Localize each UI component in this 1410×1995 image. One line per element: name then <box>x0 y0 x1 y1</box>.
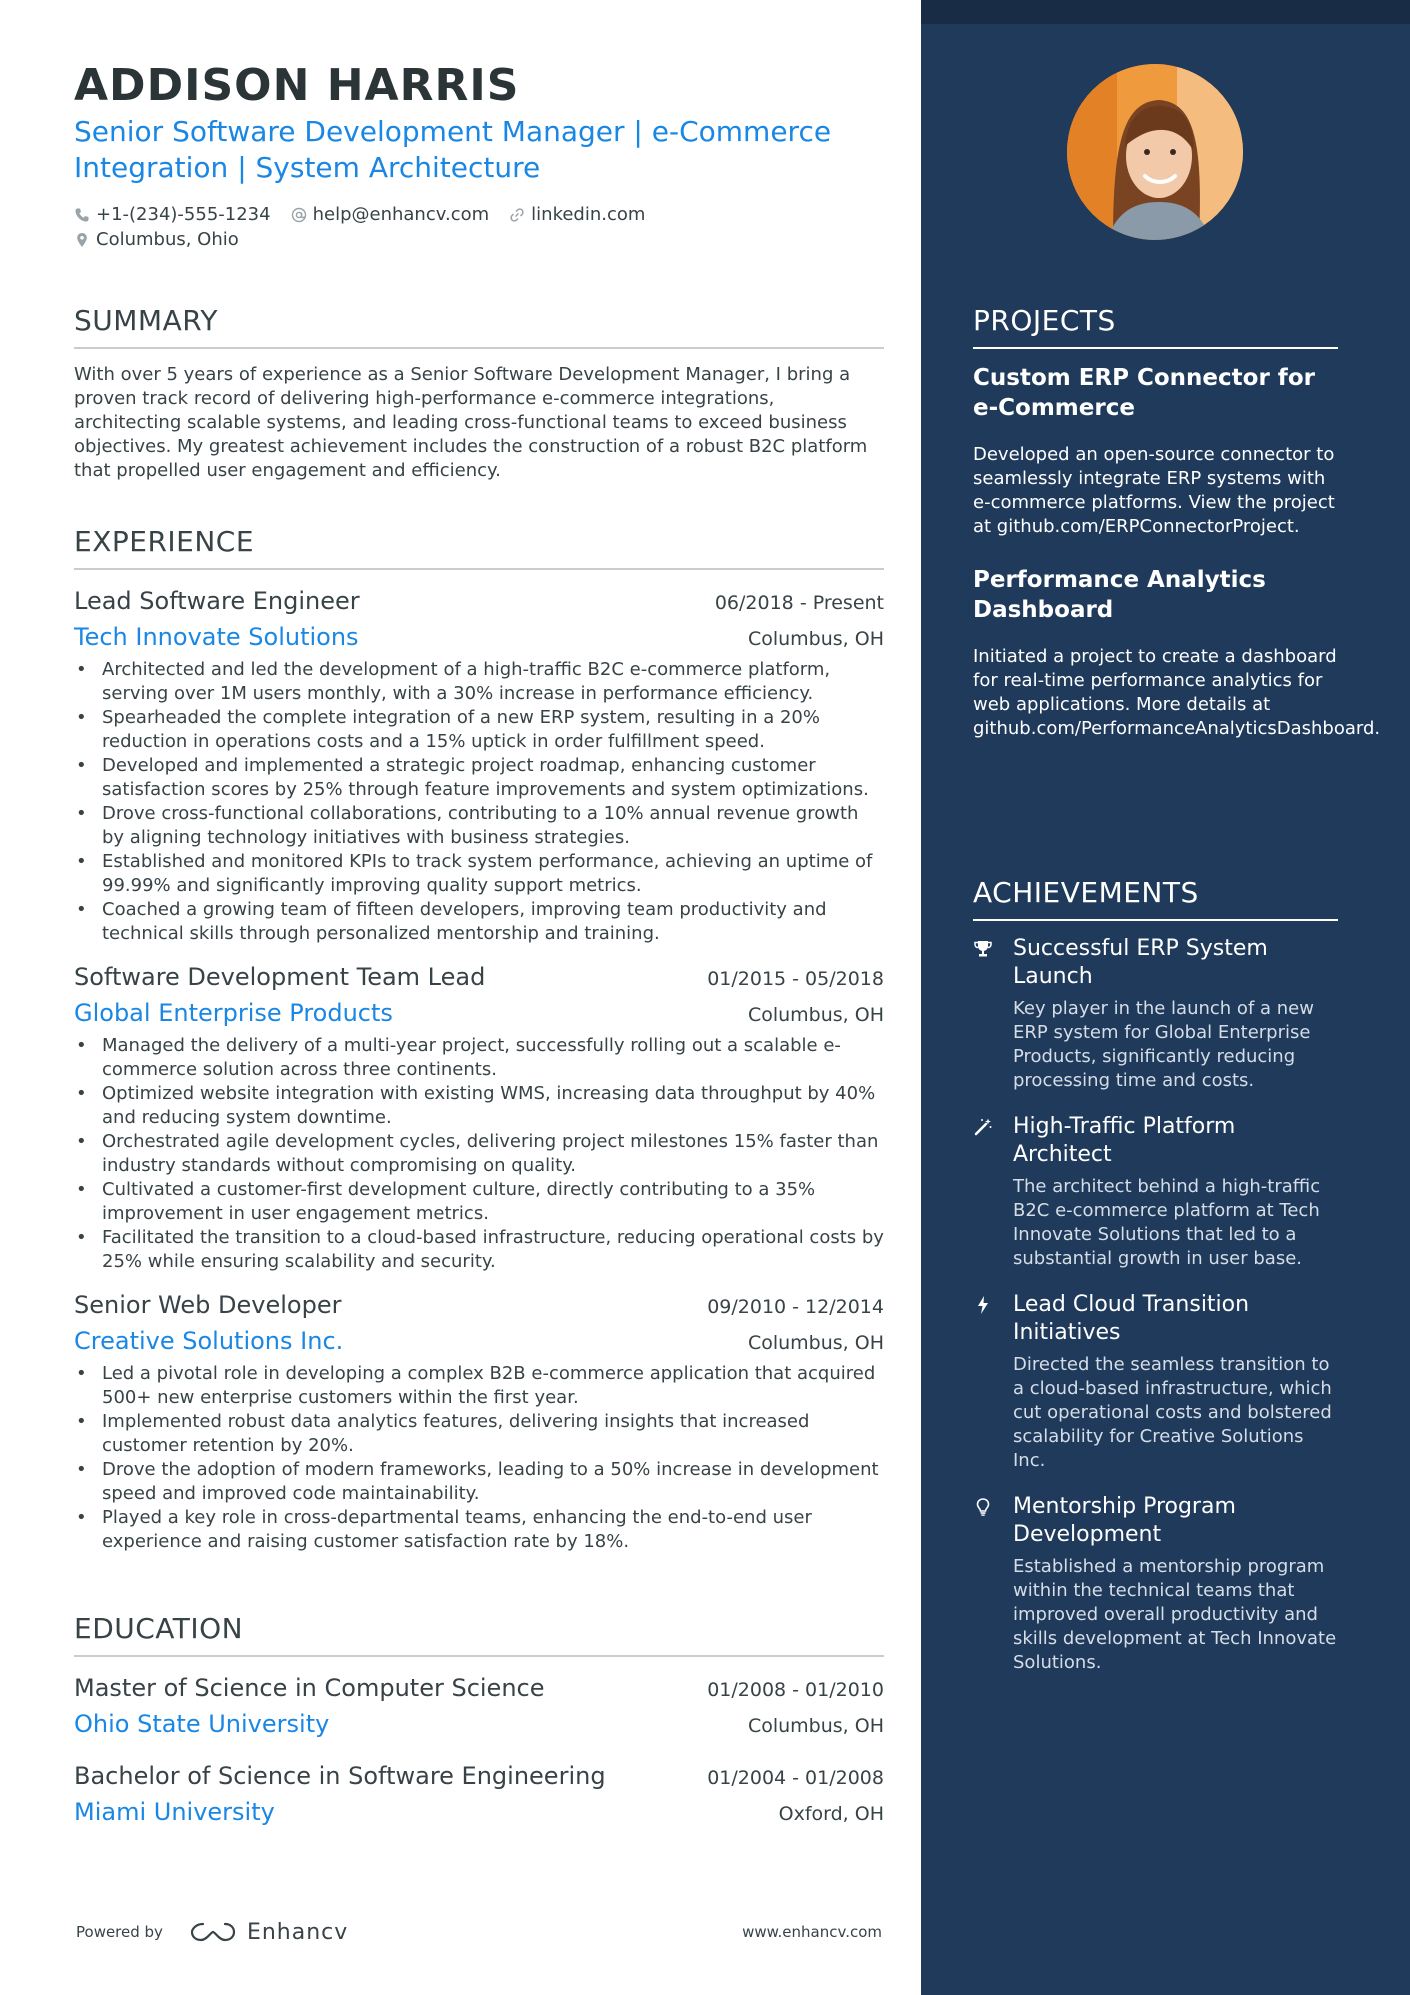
job-bullet: • Spearheaded the complete integration of a new ERP system, resulting in a 20% reduction in operations costs and a 15% uptick in order fulfillment speed. <box>74 706 884 754</box>
trophy-icon <box>973 935 1013 1093</box>
job-company: Global Enterprise Products <box>74 999 393 1027</box>
job-dates: 01/2015 - 05/2018 <box>707 968 884 990</box>
job-bullet: • Established and monitored KPIs to track system performance, achieving an uptime of 99.99% and significantly improving quality support metrics. <box>74 850 884 898</box>
job-bullet: • Cultivated a customer-first development culture, directly contributing to a 35% improvement in user engagement metrics. <box>74 1178 884 1226</box>
lightning-bolt-icon <box>973 1291 1013 1473</box>
job-bullet: • Managed the delivery of a multi-year project, successfully rolling out a scalable e-commerce solution across three continents. <box>74 1034 884 1082</box>
job-location: Columbus, OH <box>747 1332 884 1354</box>
achievement-title: Successful ERP System Launch <box>1013 936 1268 989</box>
footer-website[interactable]: www.enhancv.com <box>742 1923 882 1941</box>
job-bullet: • Developed and implemented a strategic project roadmap, enhancing customer satisfaction scores by 25% through feature improvements and system optimizations. <box>74 754 884 802</box>
job-company: Tech Innovate Solutions <box>74 623 359 651</box>
linkedin-link[interactable]: linkedin.com <box>531 204 646 225</box>
lightbulb-icon <box>973 1493 1013 1675</box>
email-contact[interactable] <box>291 204 490 225</box>
job-company: Creative Solutions Inc. <box>74 1327 344 1355</box>
achievement-title: High-Traffic Platform Architect <box>1013 1114 1236 1167</box>
sidebar <box>921 0 1410 1995</box>
job-entry <box>74 1288 884 1554</box>
job-dates: 09/2010 - 12/2014 <box>707 1296 884 1318</box>
education-location: Oxford, OH <box>778 1803 884 1825</box>
footer <box>76 1912 882 1952</box>
achievements-section <box>973 876 1338 1695</box>
experience-heading: EXPERIENCE <box>74 525 884 570</box>
job-bullet: • Drove cross-functional collaborations, contributing to a 10% annual revenue growth by aligning technology initiatives with business strategies. <box>74 802 884 850</box>
job-bullet: • Drove the adoption of modern frameworks, leading to a 50% increase in development speed and improved code maintainability. <box>74 1458 884 1506</box>
achievement-description: Directed the seamless transition to a cloud-based infrastructure, which cut operational costs and bolstered scalability for Creative Solutions Inc. <box>1013 1354 1332 1471</box>
achievement-description: The architect behind a high-traffic B2C e-commerce platform at Tech Innovate Solutions that led to a substantial growth in user base. <box>1013 1176 1321 1269</box>
candidate-name: ADDISON HARRIS <box>74 60 520 111</box>
job-bullet: • Played a key role in cross-departmental teams, enhancing the end-to-end user experience and raising customer satisfaction rate by 18%. <box>74 1506 884 1554</box>
job-entry <box>74 584 884 946</box>
achievement-entry <box>973 1493 1338 1675</box>
candidate-title: Senior Software Development Manager | e-Commerce Integration | System Architecture <box>74 115 832 184</box>
location-text: Columbus, Ohio <box>96 229 239 250</box>
job-bullet: • Coached a growing team of fifteen developers, improving team productivity and technical skills through personalized mentorship and training. <box>74 898 884 946</box>
achievement-title: Mentorship Program Development <box>1013 1494 1236 1547</box>
enhancv-logo-icon <box>189 1920 237 1944</box>
location-contact <box>74 229 239 250</box>
job-bullets <box>74 1362 884 1554</box>
achievement-description: Established a mentorship program within the technical teams that improved overall productivity and skills development at Tech Innovate Solutions. <box>1013 1556 1337 1673</box>
achievement-description: Key player in the launch of a new ERP system for Global Enterprise Products, significantly reducing processing time and costs. <box>1013 998 1314 1091</box>
summary-text: With over 5 years of experience as a Senior Software Development Manager, I bring a proven track record of delivering high-performance e-commerce integrations, architecting scalable systems, and leading cross-functional teams to exceed business objectives. My greatest achievement includes the construction of a robust B2C platform that propelled user engagement and efficiency. <box>74 364 868 481</box>
summary-section <box>74 304 884 483</box>
achievement-entry <box>973 935 1338 1093</box>
project-title: Performance Analytics Dashboard <box>973 567 1266 623</box>
project-entry <box>973 363 1338 539</box>
contact-info <box>74 202 874 252</box>
achievement-entry <box>973 1113 1338 1271</box>
link-icon <box>509 207 525 223</box>
email-link[interactable]: help@enhancv.com <box>312 204 490 225</box>
at-icon <box>291 207 307 223</box>
location-pin-icon <box>74 232 90 248</box>
linkedin-contact[interactable] <box>509 204 645 225</box>
projects-heading: PROJECTS <box>973 304 1338 349</box>
phone-icon <box>74 207 90 223</box>
education-degree: Bachelor of Science in Software Engineering <box>74 1762 606 1790</box>
phone-contact <box>74 204 271 225</box>
sidebar-top-bar <box>921 0 1410 24</box>
achievement-title: Lead Cloud Transition Initiatives <box>1013 1292 1250 1345</box>
enhancv-logo[interactable] <box>189 1920 348 1945</box>
powered-by <box>76 1920 348 1945</box>
project-description: Initiated a project to create a dashboard for real-time performance analytics for web applications. More details at github.com/PerformanceAnalyticsDashboard. <box>973 646 1381 739</box>
job-role: Senior Web Developer <box>74 1291 342 1319</box>
job-role: Lead Software Engineer <box>74 587 360 615</box>
achievements-heading: ACHIEVEMENTS <box>973 876 1338 921</box>
enhancv-brand-text: Enhancv <box>246 1919 349 1945</box>
education-school: Miami University <box>74 1798 275 1826</box>
job-entry <box>74 960 884 1274</box>
job-dates: 06/2018 - Present <box>714 592 884 614</box>
job-bullets <box>74 1034 884 1274</box>
magic-wand-icon <box>973 1113 1013 1271</box>
projects-section <box>973 304 1381 767</box>
job-bullet: • Orchestrated agile development cycles, delivering project milestones 15% faster than industry standards without compromising on quality. <box>74 1130 884 1178</box>
project-entry <box>973 565 1381 741</box>
avatar <box>1067 64 1243 240</box>
education-school: Ohio State University <box>74 1710 330 1738</box>
education-entry <box>74 1671 884 1743</box>
summary-heading: SUMMARY <box>74 304 884 349</box>
education-heading: EDUCATION <box>74 1612 884 1657</box>
job-bullet: • Optimized website integration with existing WMS, increasing data throughput by 40% and reducing system downtime. <box>74 1082 884 1130</box>
project-description: Developed an open-source connector to seamlessly integrate ERP systems with e-commerce platforms. View the project at github.com/ERPConnectorProject. <box>973 444 1335 537</box>
job-bullet: • Architected and led the development of a high-traffic B2C e-commerce platform, serving over 1M users monthly, with a 30% increase in performance efficiency. <box>74 658 884 706</box>
phone-text: +1-(234)-555-1234 <box>96 204 271 225</box>
experience-section <box>74 525 884 1568</box>
powered-by-label: Powered by <box>76 1923 163 1941</box>
job-bullets <box>74 658 884 946</box>
job-bullet: • Led a pivotal role in developing a complex B2B e-commerce application that acquired 500+ new enterprise customers within the first year. <box>74 1362 884 1410</box>
job-bullet: • Implemented robust data analytics features, delivering insights that increased customer retention by 20%. <box>74 1410 884 1458</box>
project-title: Custom ERP Connector for e-Commerce <box>973 365 1315 421</box>
job-bullet: • Facilitated the transition to a cloud-based infrastructure, reducing operational costs by 25% while ensuring scalability and security. <box>74 1226 884 1274</box>
education-entry <box>74 1759 884 1831</box>
education-dates: 01/2008 - 01/2010 <box>707 1679 884 1701</box>
education-degree: Master of Science in Computer Science <box>74 1674 545 1702</box>
education-location: Columbus, OH <box>747 1715 884 1737</box>
education-section <box>74 1612 884 1847</box>
job-role: Software Development Team Lead <box>74 963 486 991</box>
job-location: Columbus, OH <box>747 1004 884 1026</box>
job-location: Columbus, OH <box>747 628 884 650</box>
achievement-entry <box>973 1291 1338 1473</box>
education-dates: 01/2004 - 01/2008 <box>707 1767 884 1789</box>
